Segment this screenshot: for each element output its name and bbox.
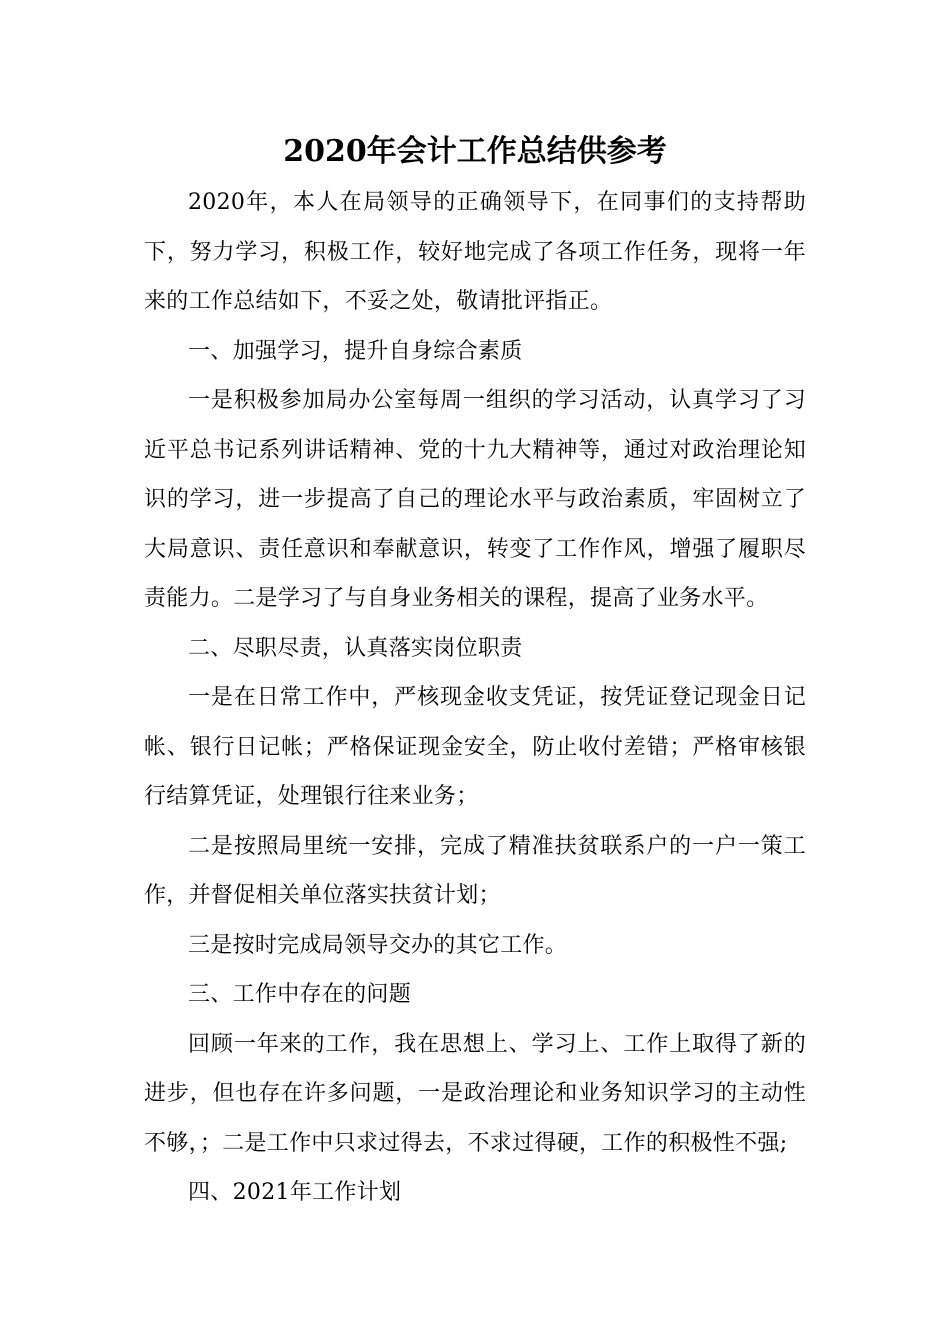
document-title: 2020年会计工作总结供参考 [283, 134, 667, 169]
section-heading-2: 二、尽职尽责，认真落实岗位职责 [188, 635, 523, 661]
body-paragraph: 二是按照局里统一安排，完成了精准扶贫联系户的一户一策工作，并督促相关单位落实扶贫计划； [144, 833, 806, 908]
body-paragraph: 三是按时完成局领导交办的其它工作。 [188, 932, 568, 958]
section-heading-3: 三、工作中存在的问题 [188, 982, 412, 1007]
intro-paragraph: 2020年，本人在局领导的正确领导下，在同事们的支持帮助下，努力学习，积极工作，较好地完成了各项工作任务，现将一年来的工作总结如下，不妥之处，敬请批评指正。 [144, 190, 806, 314]
section-heading-1: 一、加强学习，提升自身综合素质 [188, 338, 523, 364]
section-heading-4: 四、2021年工作计划 [188, 1180, 402, 1205]
body-paragraph: 一是积极参加局办公室每周一组织的学习活动，认真学习了习近平总书记系列讲话精神、党的十九大精神等，通过对政治理论知识的学习，进一步提高了自己的理论水平与政治素质，牢固树立了大局意识、责任意识和奉献意识，转变了工作作风，增强了履职尽责能力。二是学习了与自身业务相关的课程，提高了业务水平。 [144, 388, 806, 611]
document-body [144, 178, 806, 1218]
body-paragraph: 一是在日常工作中，严核现金收支凭证，按凭证登记现金日记帐、银行日记帐；严格保证现金安全，防止收付差错；严格审核银行结算凭证，处理银行往来业务； [144, 685, 806, 809]
body-paragraph: 回顾一年来的工作，我在思想上、学习上、工作上取得了新的进步，但也存在许多问题，一是政治理论和业务知识学习的主动性不够，；二是工作中只求过得去，不求过得硬，工作的积极性不强; [144, 1031, 806, 1156]
